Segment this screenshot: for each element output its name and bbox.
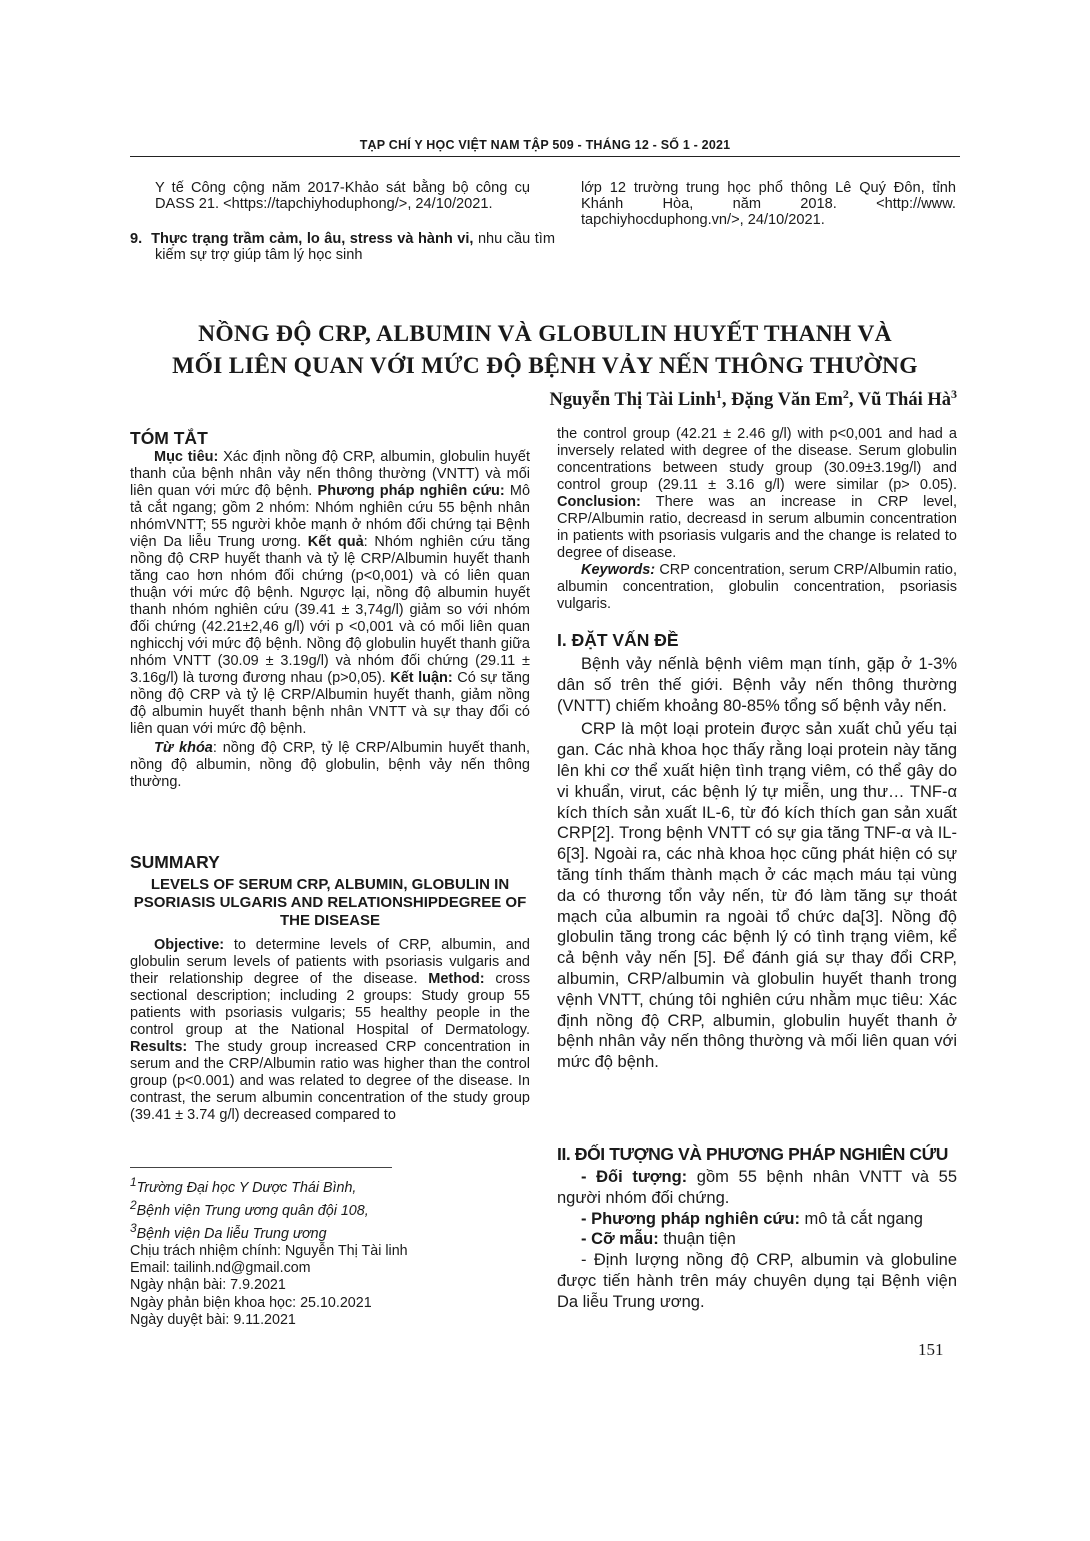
author-3-affil: 3 <box>951 387 957 401</box>
footnote-3: $^3$Bệnh viện Da liễu Trung ương <box>130 1220 327 1242</box>
sample-size-text: thuận tiện <box>658 1230 736 1249</box>
title-line-2: MỐI LIÊN QUAN VỚI MỨC ĐỘ BỆNH VẢY NẾN THÔNG THƯỜNG <box>172 353 918 379</box>
section-1-heading: I. ĐẶT VẤN ĐỀ <box>557 630 679 650</box>
keywords-en <box>557 562 957 613</box>
author-3: , Vũ Thái Hà <box>848 390 951 411</box>
method-en-label: Method: <box>428 971 485 987</box>
author-1: Nguyễn Thị Tài Linh <box>549 390 716 411</box>
study-method-label: - Phương pháp nghiên cứu: <box>581 1209 800 1228</box>
reference-9-number: 9. <box>130 231 143 247</box>
date-received: Ngày nhận bài: 7.9.2021 <box>130 1277 286 1294</box>
keywords-vi-text: : nồng độ CRP, tỷ lệ CRP/Albumin huyết thanh, nồng độ albumin, nồng độ globulin, bệnh vảy nến thông thường. <box>130 740 530 790</box>
author-2: , Đặng Văn Em <box>721 390 843 411</box>
keywords-en-label: Keywords: <box>581 562 656 578</box>
section-2-heading: II. ĐỐI TƯỢNG VÀ PHƯƠNG PHÁP NGHIÊN CỨU <box>557 1144 948 1164</box>
footnotes <box>130 1174 550 1329</box>
article-title <box>130 318 960 382</box>
results-text: : Nhóm nghiên cứu tăng nồng độ CRP huyết thanh và tỷ lệ CRP/Albumin huyết thanh tăng cao hơn nhóm đối chứng (p<0,001) và có liên quan thuận với mức độ bệnh. Ngược lại, nồng độ albumin huyết thanh nhóm nghiên cứu (39.41 ± 3,74g/l) giảm so với nhóm đối chứng (42.21±2,46 g/l) với p <0,001 và có mối liên quan nghicchj với mức độ bệnh. Nồng độ globulin huyết thanh giữa nhóm VNTT (30.09 ± 3.19g/l) và nhóm đối chứng (29.11 ± 3.16g/l) là tương đương nhau (p>0,05). <box>130 534 531 686</box>
study-method-text: mô tả cắt ngang <box>799 1209 923 1228</box>
method-label: Phương pháp nghiên cứu: <box>317 483 505 499</box>
objective-text: Xác định nồng độ CRP, albumin, globulin huyết thanh của bệnh nhân vảy nến thông thường (VNTT) và mối liên quan với mức độ bệnh. <box>130 449 530 499</box>
section-1-paragraph-1: Bệnh vảy nếnlà bệnh viêm mạn tính, gặp ở 1-3% dân số trên thế giới. Bệnh vảy nến thông thường (VNTT) chiếm khoảng 80-85% tổng số bệnh vảy nến. <box>557 655 957 715</box>
method-text: Mô tả cắt ngang; gồm 2 nhóm: Nhóm nghiên cứu 55 bệnh nhân nhómVNTT; 55 người khỏe mạnh ở nhóm đối chứng tại Bệnh viện Da liễu Trung ương. <box>130 483 531 550</box>
reference-continuation-left: Y tế Công cộng năm 2017-Khảo sát bằng bộ công cụ DASS 21. <https://tapchiyhoduphong/>, 24/10/2021. <box>155 180 530 212</box>
summary-body-left <box>130 937 530 1124</box>
reference-continuation-right: lớp 12 trường trung học phổ thông Lê Quý Đôn, tỉnh Khánh Hòa, năm 2018. <http://www. tapchiyhocduphong.vn/>, 24/10/2021. <box>581 180 956 228</box>
header-rule <box>130 156 960 157</box>
summary-body-right <box>557 426 957 613</box>
author-email: Email: tailinh.nd@gmail.com <box>130 1260 311 1277</box>
authors <box>549 387 957 411</box>
sample-size-item <box>557 1229 957 1250</box>
conclusion-text: Có sự tăng nồng độ CRP và tỷ lệ CRP/Albumin huyết thanh, giảm nồng độ albumin huyết thanh bệnh nhân VNTT và sự thay đổi có liên quan với mức độ bệnh. <box>130 670 530 737</box>
objective-label: Mục tiêu: <box>154 449 219 465</box>
corresponding-author: Chịu trách nhiệm chính: Nguyễn Thị Tài linh <box>130 1242 408 1259</box>
reference-9 <box>130 231 555 263</box>
page-number: 151 <box>918 1340 944 1359</box>
keywords-vi <box>130 740 530 791</box>
objective-en-label: Objective: <box>154 937 225 953</box>
method-en-text: cross sectional description; including 2 groups: Study group 55 patients with psoriasis vulgaris; 55 healthy people in the control group at the National Hospital of Dermatology. <box>130 971 530 1038</box>
method-item <box>557 1209 957 1230</box>
section-2-body <box>557 1167 957 1313</box>
subjects-text: gồm 55 bệnh nhân VNTT và 55 người nhóm đối chứng. <box>557 1168 958 1207</box>
abstract-vi-body <box>130 449 530 738</box>
section-1-paragraph-2: CRP là một loại protein được sản xuất chủ yếu tại gan. Các nhà khoa học thấy rằng loại protein này tăng lên khi cơ thể xuất hiện tình trạng viêm, có thể gây do vi khuẩn, virut, các bệnh lý tự miễn, ung thư… TNF-α kích thích sản xuất IL-6, từ đó kích thích gan sản xuất CRP[2]. Trong bệnh VNTT có sự gia tăng TNF-α và IL-6[3]. Ngoài ra, các nhà khoa học cũng phát hiện có sự tăng tính thấm thành mạch ở các mạch máu tại vùng da có thương tổn vảy nến, từ đó làm tăng sự thoát mạch của albumin ra ngoài tổ chức da[3]. Nồng độ globulin tăng trong các bệnh lý có tình trạng viêm, kể cả bệnh vảy nến [5]. Để đánh giá sự thay đổi CRP, albumin, CRP/albumin và globulin huyết thanh trong vệnh VNTT, chúng tôi nghiên cứu nhằm mục tiêu: Xác định nồng độ CRP, albumin, globulin huyết thanh ở bệnh nhân vảy nến thông thường và mối liên quan với mức độ bệnh. <box>557 720 957 1072</box>
keywords-en-text: CRP concentration, serum CRP/Albumin ratio, albumin concentration, globulin concentration, psoriasis vulgaris. <box>557 562 957 612</box>
title-line-1: NỒNG ĐỘ CRP, ALBUMIN VÀ GLOBULIN HUYẾT THANH VÀ <box>198 321 892 347</box>
date-reviewed: Ngày phản biện khoa học: 25.10.2021 <box>130 1294 372 1311</box>
summary-title: LEVELS OF SERUM CRP, ALBUMIN, GLOBULIN IN PSORIASIS ULGARIS AND RELATIONSHIPDEGREE OF THE DISEASE <box>133 876 527 929</box>
results-en-label: Results: <box>130 1039 188 1055</box>
results-label: Kết quả <box>307 534 364 550</box>
results-en-continuation: the control group (42.21 ± 2.46 g/l) with p<0,001 and had a inversely related with degree of the disease. Serum globulin concentrations between study group (30.09±3.19g/l) and control group (29.11 ± 3.16 g/l) were similar (p> 0.05). <box>557 426 957 493</box>
conclusion-en-text: There was an increase in CRP level, CRP/Albumin ratio, decreasd in serum albumin concentration in patients with psoriasis vulgaris and the change is related to degree of disease. <box>557 494 957 561</box>
results-en-text: The study group increased CRP concentration in serum and the CRP/Albumin ratio was higher than the control group (p<0.001) and was related to degree of the disease. In contrast, the serum albumin concentration of the study group (39.41 ± 3.74 g/l) decreased compared to <box>130 1039 530 1123</box>
footnote-2: $^2$Bệnh viện Trung ương quân đội 108, <box>130 1197 369 1219</box>
quantification-item: - Định lượng nồng độ CRP, albumin và globuline được tiến hành trên máy chuyên dụng tại Bệnh viện Da liễu Trung ương. <box>557 1251 957 1311</box>
author-2-affil: 2 <box>842 387 849 401</box>
summary-continuation <box>557 426 957 562</box>
section-1-body <box>557 654 957 1073</box>
conclusion-label: Kết luận: <box>390 670 453 686</box>
reference-9-title: Thực trạng trầm cảm, lo âu, stress và hành vi, <box>151 231 474 247</box>
author-1-affil: 1 <box>715 387 722 401</box>
abstract-vi <box>130 449 530 791</box>
objective-en-text: to determine levels of CRP, albumin, and globulin serum levels of patients with psoriasis vulgaris and their relationship degree of the disease. <box>130 937 530 987</box>
footnote-1: $^1$Trường Đại học Y Dược Thái Bình, <box>130 1175 357 1196</box>
footnote-rule <box>130 1167 392 1168</box>
subjects-label: - Đối tượng: <box>581 1168 688 1186</box>
journal-header: TẠP CHÍ Y HỌC VIỆT NAM TẬP 509 - THÁNG 12 - SỐ 1 - 2021 <box>359 138 731 152</box>
keywords-vi-label: Từ khóa <box>154 740 213 756</box>
summary-heading: SUMMARY <box>130 852 220 872</box>
conclusion-en-label: Conclusion: <box>557 494 641 510</box>
reference-9-text: nhu cầu tìm kiếm sự trợ giúp tâm lý học sinh <box>155 231 556 263</box>
abstract-heading: TÓM TẮT <box>130 428 208 448</box>
sample-size-label: - Cỡ mẫu: <box>581 1230 659 1249</box>
date-accepted: Ngày duyệt bài: 9.11.2021 <box>130 1311 296 1328</box>
subjects-item <box>557 1167 957 1209</box>
